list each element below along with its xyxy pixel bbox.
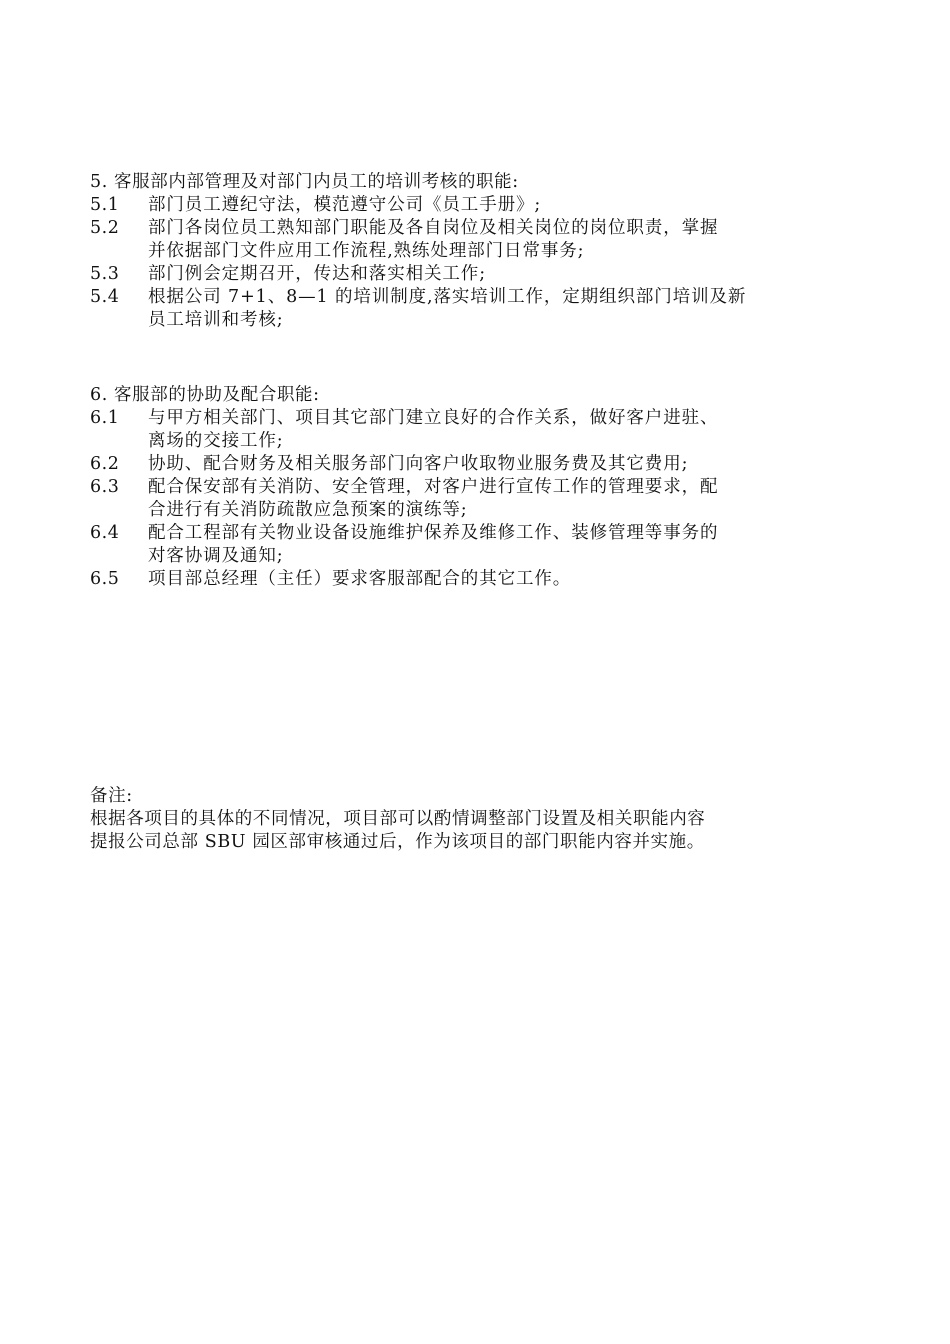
item-number: 6.1: [90, 408, 120, 428]
item-text-line: 与甲方相关部门、项目其它部门建立良好的合作关系，做好客户进驻、: [148, 408, 719, 428]
item-number: 5.4: [90, 287, 120, 307]
item-text: [148, 217, 865, 263]
item-text-line: 根据公司 7+1、8—1 的培训制度,落实培训工作，定期组织部门培训及新: [148, 287, 747, 307]
item-number: 5.3: [90, 264, 120, 284]
item-text-line: 离场的交接工作;: [148, 431, 284, 451]
list-item-6-2: [90, 453, 865, 476]
section-5: [90, 171, 865, 332]
item-text-line: 合进行有关消防疏散应急预案的演练等;: [148, 500, 468, 520]
item-number: 6.5: [90, 569, 120, 589]
item-text: [148, 453, 865, 476]
item-number: 6.3: [90, 477, 120, 497]
list-item-5-3: [90, 263, 865, 286]
section-5-heading: 5. 客服部内部管理及对部门内员工的培训考核的职能:: [90, 172, 519, 192]
item-text: [148, 522, 865, 568]
item-number: 6.4: [90, 523, 120, 543]
list-item-6-4: [90, 522, 865, 568]
item-text-line: 部门员工遵纪守法，模范遵守公司《员工手册》;: [148, 195, 542, 215]
item-text: [148, 194, 865, 217]
item-text-line: 部门各岗位员工熟知部门职能及各自岗位及相关岗位的岗位职责，掌握: [148, 218, 719, 238]
item-text: [148, 286, 865, 332]
item-text-line: 并依据部门文件应用工作流程,熟练处理部门日常事务;: [148, 241, 585, 261]
item-text: [148, 407, 865, 453]
item-text-line: 项目部总经理（主任）要求客服部配合的其它工作。: [148, 569, 572, 589]
remarks-section: [90, 785, 865, 854]
remarks-line: 根据各项目的具体的不同情况，项目部可以酌情调整部门设置及相关职能内容: [90, 809, 706, 829]
remarks-label: 备注:: [90, 786, 133, 806]
list-item-5-1: [90, 194, 865, 217]
item-text-line: 配合保安部有关消防、安全管理，对客户进行宣传工作的管理要求，配: [148, 477, 719, 497]
list-item-5-2: [90, 217, 865, 263]
item-text-line: 员工培训和考核;: [148, 310, 284, 330]
item-number: 6.2: [90, 454, 120, 474]
section-6: [90, 384, 865, 591]
item-text-line: 配合工程部有关物业设备设施维护保养及维修工作、装修管理等事务的: [148, 523, 719, 543]
item-number: 5.2: [90, 218, 120, 238]
item-number: 5.1: [90, 195, 120, 215]
remarks-line: 提报公司总部 SBU 园区部审核通过后，作为该项目的部门职能内容并实施。: [90, 832, 705, 852]
item-text-line: 对客协调及通知;: [148, 546, 284, 566]
list-item-6-1: [90, 407, 865, 453]
item-text: [148, 568, 865, 591]
list-item-6-3: [90, 476, 865, 522]
item-text-line: 部门例会定期召开，传达和落实相关工作;: [148, 264, 486, 284]
item-text: [148, 476, 865, 522]
list-item-5-4: [90, 286, 865, 332]
section-6-heading: 6. 客服部的协助及配合职能:: [90, 385, 320, 405]
item-text-line: 协助、配合财务及相关服务部门向客户收取物业服务费及其它费用;: [148, 454, 689, 474]
list-item-6-5: [90, 568, 865, 591]
item-text: [148, 263, 865, 286]
